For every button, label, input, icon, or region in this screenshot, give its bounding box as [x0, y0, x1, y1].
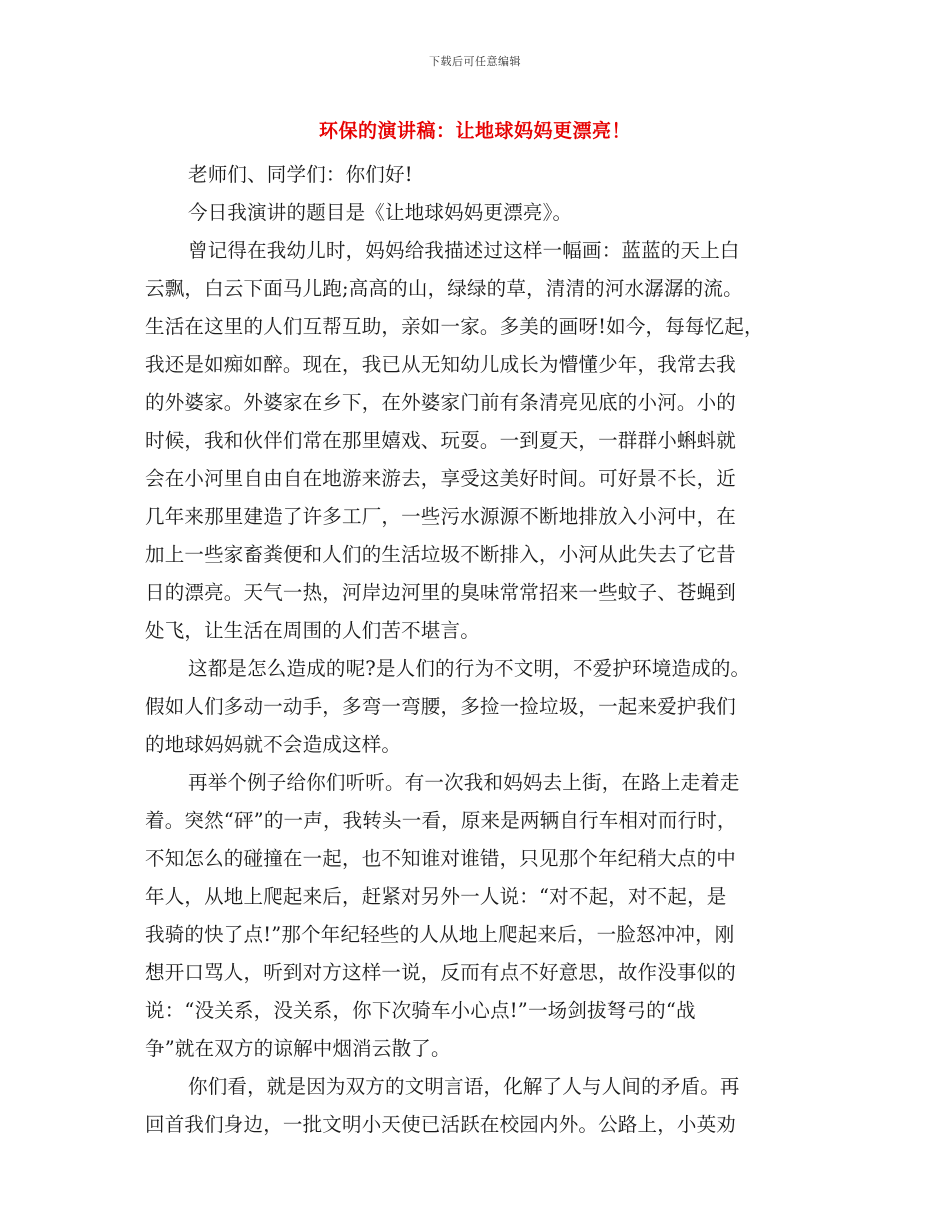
paragraph-line: 曾记得在我幼儿时，妈妈给我描述过这样一幅画：蓝蓝的天上白 [188, 239, 740, 262]
paragraph-line: 生活在这里的人们互帮互助，亲如一家。多美的画呀!如今，每每忆起， [145, 315, 764, 338]
paragraph-line: 今日我演讲的题目是《让地球妈妈更漂亮》。 [188, 201, 573, 224]
paragraph-line: 云飘，白云下面马儿跑;高高的山，绿绿的草，清清的河水潺潺的流。 [145, 277, 743, 300]
paragraph-line: 我骑的快了点!”那个年纪轻些的人从地上爬起来后，一脸怒冲冲，刚 [145, 923, 735, 946]
paragraph-line: 争”就在双方的谅解中烟消云散了。 [145, 1037, 451, 1060]
paragraph-line: 处飞，让生活在周围的人们苦不堪言。 [145, 619, 480, 642]
paragraph-line: 的地球妈妈就不会造成这样。 [145, 733, 402, 756]
paragraph-line: 这都是怎么造成的呢?是人们的行为不文明，不爱护环境造成的。 [188, 657, 751, 680]
paragraph-line: 你们看，就是因为双方的文明言语，化解了人与人间的矛盾。再 [188, 1075, 740, 1098]
paragraph-line: 想开口骂人，听到对方这样一说，反而有点不好意思，故作没事似的 [145, 961, 737, 984]
paragraph-line: 假如人们多动一动手，多弯一弯腰，多捡一捡垃圾，一起来爱护我们 [145, 695, 737, 718]
paragraph-line: 我还是如痴如醉。现在，我已从无知幼儿成长为懵懂少年，我常去我 [145, 353, 737, 376]
paragraph-line: 说：“没关系，没关系，你下次骑车小心点!”一场剑拔弩弓的“战 [145, 999, 696, 1022]
page-header: 下载后可任意编辑 [429, 55, 521, 68]
paragraph-line: 不知怎么的碰撞在一起，也不知谁对谁错，只见那个年纪稍大点的中 [145, 847, 737, 870]
paragraph-line: 年人，从地上爬起来后，赶紧对另外一人说：“对不起，对不起，是 [145, 885, 727, 908]
document-body [145, 156, 807, 1144]
paragraph-line: 回首我们身边，一批文明小天使已活跃在校园内外。公路上，小英劝 [145, 1113, 737, 1136]
paragraph-line: 几年来那里建造了许多工厂，一些污水源源不断地排放入小河中，在 [145, 505, 737, 528]
paragraph-line: 的外婆家。外婆家在乡下，在外婆家门前有条清亮见底的小河。小的 [145, 391, 737, 414]
paragraph-line: 着。突然“砰”的一声，我转头一看，原来是两辆自行车相对而行时， [145, 809, 737, 832]
paragraph-line: 会在小河里自由自在地游来游去，享受这美好时间。可好景不长，近 [145, 467, 737, 490]
paragraph-line: 老师们、同学们：你们好! [188, 163, 413, 186]
paragraph-line: 日的漂亮。天气一热，河岸边河里的臭味常常招来一些蚊子、苍蝇到 [145, 581, 737, 604]
paragraph-line: 再举个例子给你们听听。有一次我和妈妈去上街，在路上走着走 [188, 771, 740, 794]
paragraph-line: 加上一些家畜粪便和人们的生活垃圾不断排入，小河从此失去了它昔 [145, 543, 737, 566]
paragraph-line: 时候，我和伙伴们常在那里嬉戏、玩耍。一到夏天，一群群小蝌蚪就 [145, 429, 737, 452]
document-title: 环保的演讲稿：让地球妈妈更漂亮！ [318, 120, 631, 142]
